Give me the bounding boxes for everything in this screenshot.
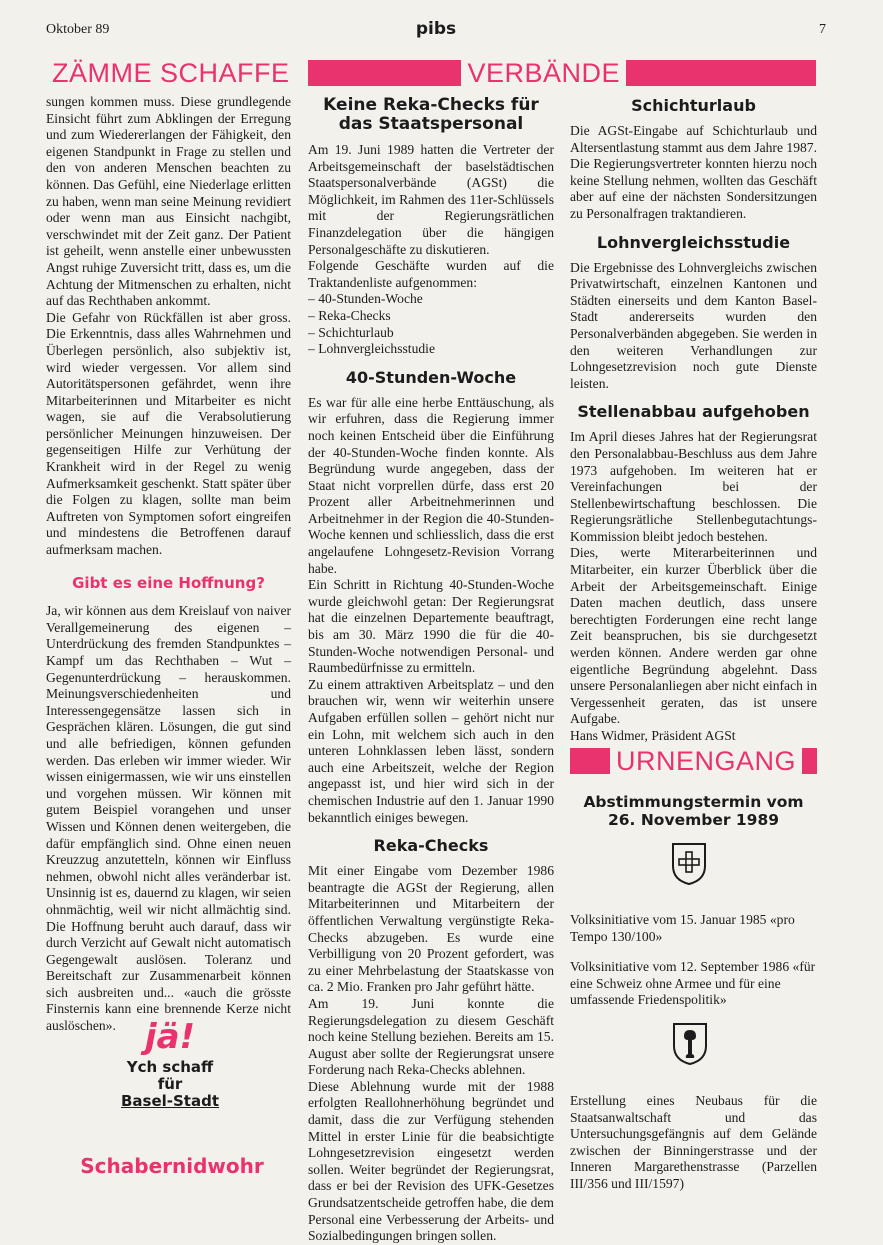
- article-paragraph: Am 19. Juni konnte die Regierungsdelegation zu diesem Geschäft noch keine Stellung beziehen. Bereits am 15. August aber sollte der Regierungsrat unsere Forderung nach Reka-Checks ablehnen.: [308, 995, 554, 1078]
- section-heading-schicht: Schichturlaub: [631, 96, 756, 115]
- left-column: [46, 94, 291, 1035]
- article-paragraph: sungen kommen muss. Diese grundlegende Einsicht führt zum Abklingen der Erregung und zum Wiedererlangen der Fähigkeit, den eigenen Standpunkt in Frage zu stellen und den von anderen Menschen beachten zu können. Das Gefühl, eine Niederlage erlitten zu haben, wenn man seine Meinung revidiert oder wenn man aus Einsicht nachgibt, verschwindet mit der Zeit ganz. Der Patient ist geheilt, wenn anstelle einer unbewussten Angst ruhige Zuversicht tritt, dass es, um die Achtung der Mitmenschen zu erhalten, nicht auf das Rechthaben ankommt.: [46, 94, 291, 309]
- list-item: – 40-Stunden-Woche: [308, 291, 554, 308]
- article-paragraph: Ein Schritt in Richtung 40-Stunden-Woche wurde gleichwohl getan: Der Regierungsrat hat die einzelnen Departemente beauftragt, bis am 30. März 1990 die für die 40-Stunden-Woche notwendigen Personal- und Raumbedürfnisse zu ermitteln.: [308, 577, 554, 676]
- banner-bar: [308, 60, 461, 86]
- article-paragraph: Die Gefahr von Rückfällen ist aber gross. Die Erkenntnis, dass alles Wahrnehmen und Überlegen persönlich, also subjektiv ist, wird wieder vergessen. Vor allem sind Autoritätspersonen gefährdet, wenn ihre Mitarbeiterinnen und Mitarbeiter es nicht wagen, sie auf die Verabsolutierung persönlicher Meinungen hinzuweisen. Der gegenseitigen Hilfe zur Verhütung der Krankheit wird in der Regel zu wenig Aufmerksamkeit geschenkt. Statt später über die Folgen zu klagen, sollte man beim Auftreten von Symptomen sofort eingreifen und mindestens die Betroffenen darauf aufmerksam machen.: [46, 309, 291, 558]
- issue-date: Oktober 89: [46, 22, 110, 37]
- article-paragraph: Diese Ablehnung wurde mit der 1988 erfolgten Reallohnerhöhung begründet und damit, dass die zur Verfügung stehenden Mittel in erster Linie für die beabsichtigte Lohngesetzrevision eingesetzt werden sollen. Weiter begründet der Regierungsrat, dass er bei der Revision des UFK-Gesetzes Grundsatzentscheide getroffen habe, die dem Personal eine Verbesserung der Arbeits- und Sozialbedingungen bringen sollen.: [308, 1078, 554, 1244]
- banner-title: ZÄMME SCHAFFE: [52, 58, 290, 88]
- section-heading-hoffnung: Gibt es eine Hoffnung?: [72, 573, 265, 592]
- banner-title: VERBÄNDE: [467, 58, 620, 88]
- banner-zaemme-schaffe: [46, 60, 290, 86]
- signature: Hans Widmer, Präsident AGSt: [570, 728, 736, 743]
- page-header: [46, 20, 826, 42]
- vote-heading-line: 26. November 1989: [607, 811, 780, 829]
- banner-bar: [570, 748, 610, 774]
- swiss-cross-shield-icon: [671, 842, 707, 886]
- masthead-brand: pibs: [415, 19, 457, 39]
- banner-bar: [802, 748, 817, 774]
- article-paragraph: Mit einer Eingabe vom Dezember 1986 beantragte die AGSt der Regierung, allen Mitarbeiterinnen und Mitarbeitern der öffentlichen Verwaltung vergünstigte Reka-Checks abzugeben. Es wurde eine Verbilligung von 20 Prozent gefordert, was zu einer Mehrbelastung der Staatskasse von ca. 2 Mio. Franken pro Jahr geführt hätte.: [308, 863, 554, 995]
- headline-line: das Staatspersonal: [338, 114, 524, 134]
- article-headline: [308, 96, 554, 134]
- vote-item: Erstellung eines Neubaus für die Staatsanwaltschaft und das Untersuchungsgefängnis auf dem Gelände zwischen der Binningerstrasse und der Inneren Margarethenstrasse (Parzellen III/356 und III/1597): [570, 1093, 817, 1191]
- logo-text-line: für: [157, 1075, 183, 1093]
- section-heading-reka: Reka-Checks: [373, 836, 489, 856]
- slogan: Schabernidwohr: [80, 1154, 264, 1178]
- cantonal-vote-item: [570, 1093, 817, 1193]
- banner-title: URNENGANG: [616, 746, 797, 776]
- list-item: – Schichturlaub: [308, 325, 554, 342]
- right-column: [570, 94, 817, 745]
- article-paragraph: Die Ergebnisse des Lohnvergleichs zwischen Privatwirtschaft, einzelnen Kantonen und Städten einerseits und dem Kanton Basel-Stadt andererseits wurden den Personalverbänden abgegeben. Sie werden in den weiteren Verhandlungen zur Lohngesetzrevision noch gute Dienste leisten.: [570, 259, 817, 391]
- vote-item: Volksinitiative vom 15. Januar 1985 «pro Tempo 130/100»: [570, 912, 795, 944]
- article-paragraph: Die AGSt-Eingabe auf Schichturlaub und Altersentlastung stammt aus dem Jahre 1987. Die Regierungsvertreter konnten hierzu noch keine Stellung nehmen, wollten das Geschäft aber auf eine der nächsten Sondersitzungen zu Personalfragen traktandieren.: [570, 123, 817, 221]
- logo-text-line: Basel-Stadt: [120, 1092, 220, 1110]
- section-heading-lohn: Lohnvergleichsstudie: [596, 232, 791, 252]
- article-paragraph: Zu einem attraktiven Arbeitsplatz – und den brauchen wir, wenn wir weiterhin unsere Aufgaben erfüllen sollen – gehört nicht nur ein Lohn, mit welchem sich auch in den unteren Lohnklassen leben lässt, sondern auch eine Arbeitszeit, welche der Region angepasst ist, und hier wird sich in der chemischen Industrie auf den 1. Januar 1990 bekanntlich einiges bewegen.: [308, 676, 554, 825]
- banner-urnengang: [570, 748, 817, 774]
- article-paragraph: Folgende Geschäfte wurden auf die Traktandenliste aufgenommen:: [308, 258, 554, 290]
- page-number: 7: [819, 22, 826, 37]
- basel-staff-shield-icon: [672, 1022, 708, 1066]
- headline-line: Keine Reka-Checks für: [323, 95, 539, 115]
- banner-bar: [626, 60, 816, 86]
- ja-campaign-logo: [105, 1015, 235, 1145]
- article-paragraph: Ja, wir können aus dem Kreislauf von naiver Verallgemeinerung des eigenen – Unterdrückung des fremden Standpunktes – Kampf um das Rechthaben – Wut – Gegenunterdrückung – herauskommen. Meinungsverschiedenheiten und Interessengegensätze lassen sich in Gesprächen klären. Lösungen, die gut sind und alle befriedigen, können gefunden werden. Das erleben wir immer wieder. Wir wissen einigermassen, wie wir uns einstellen und vorgehen müssen. Wir können mit gutem Beispiel vorangehen und unser Wissen und Können denen weitergeben, die dafür empfänglich sind. Ohne einen neuen Kreuzzug anzutetteln, können wir Einfluss nehmen, obwohl nicht alles veränderbar ist. Unsinnig ist es, dauernd zu klagen, wir seien ohnmächtig, weil wir nicht allmächtig sind. Die Hoffnung beruht auch darauf, dass wir durch Verzicht auf Gewalt nicht automatisch Gegengewalt auslösen. Toleranz und Bereitschaft zur Zusammenarbeit können sich ausbreiten und... «auch die grösste Finsternis kann eine brennende Kerze nicht auslöschen».: [46, 603, 291, 1034]
- agenda-list: [308, 291, 554, 357]
- article-paragraph: Am 19. Juni 1989 hatten die Vertreter der Arbeitsgemeinschaft der baselstädtischen Staatspersonalverbände (AGSt) die Möglichkeit, im Rahmen des 11er-Schlüssels mit der Regierungsrätlichen Finanzdelegation über die hängigen Personalgeschäfte zu diskutieren.: [308, 142, 554, 257]
- vote-date-heading: [570, 793, 817, 829]
- list-item: – Lohnvergleichsstudie: [308, 341, 554, 358]
- article-paragraph: Im April dieses Jahres hat der Regierungsrat den Personalabbau-Beschluss aus dem Jahre 1973 aufgehoben. Im weiteren hat er Vereinfachungen bei der Stellenbewirtschaftung beschlossen. Die Regierungsrätliche Stellenbegutachtungs-Kommission bleibt jedoch bestehen.: [570, 429, 817, 544]
- logo-speech-bubble: jä!: [144, 1017, 196, 1057]
- article-paragraph: Dies, werte Miterarbeiterinnen und Mitarbeiter, ein kurzer Überblick über die Arbeit der Arbeitsgemeinschaft. Einige Daten machen deutlich, dass unsere berechtigten Forderungen eine recht lange Zeit beanspruchen, bis sie durchgesetzt werden können. Andere werden gar ohne eigentliche Begründung abgelehnt. Dass unsere Personalanliegen aber nicht einfach in Vergessenheit geraten, das ist unsere Aufgabe.: [570, 545, 817, 727]
- federal-vote-items: [570, 912, 817, 1009]
- section-heading-40h: 40-Stunden-Woche: [345, 367, 517, 387]
- vote-item: Volksinitiative vom 12. September 1986 «für eine Schweiz ohne Armee und für eine umfassende Friedenspolitik»: [570, 959, 816, 1008]
- section-heading-stellen: Stellenabbau aufgehoben: [577, 402, 810, 422]
- banner-verbaende: [308, 60, 816, 86]
- article-paragraph: Es war für alle eine herbe Enttäuschung, als wir erfuhren, dass die Regierung immer noch keinen Entscheid über die Einführung der 40-Stunden-Woche finden konnte. Als Begründung wurde angegeben, dass der Staat nicht vorprellen dürfe, dass erst 20 Prozent aller Arbeitnehmerinnen und Arbeitnehmer in der Region die 40-Stunden-Woche kennen und schliesslich, dass die erst angelaufene Lohngesetz-Revision Vorrang habe.: [308, 394, 554, 576]
- list-item: – Reka-Checks: [308, 308, 554, 325]
- logo-text-line: Ych schaff: [126, 1058, 214, 1076]
- middle-column: [308, 94, 554, 1245]
- vote-heading-line: Abstimmungstermin vom: [583, 793, 804, 811]
